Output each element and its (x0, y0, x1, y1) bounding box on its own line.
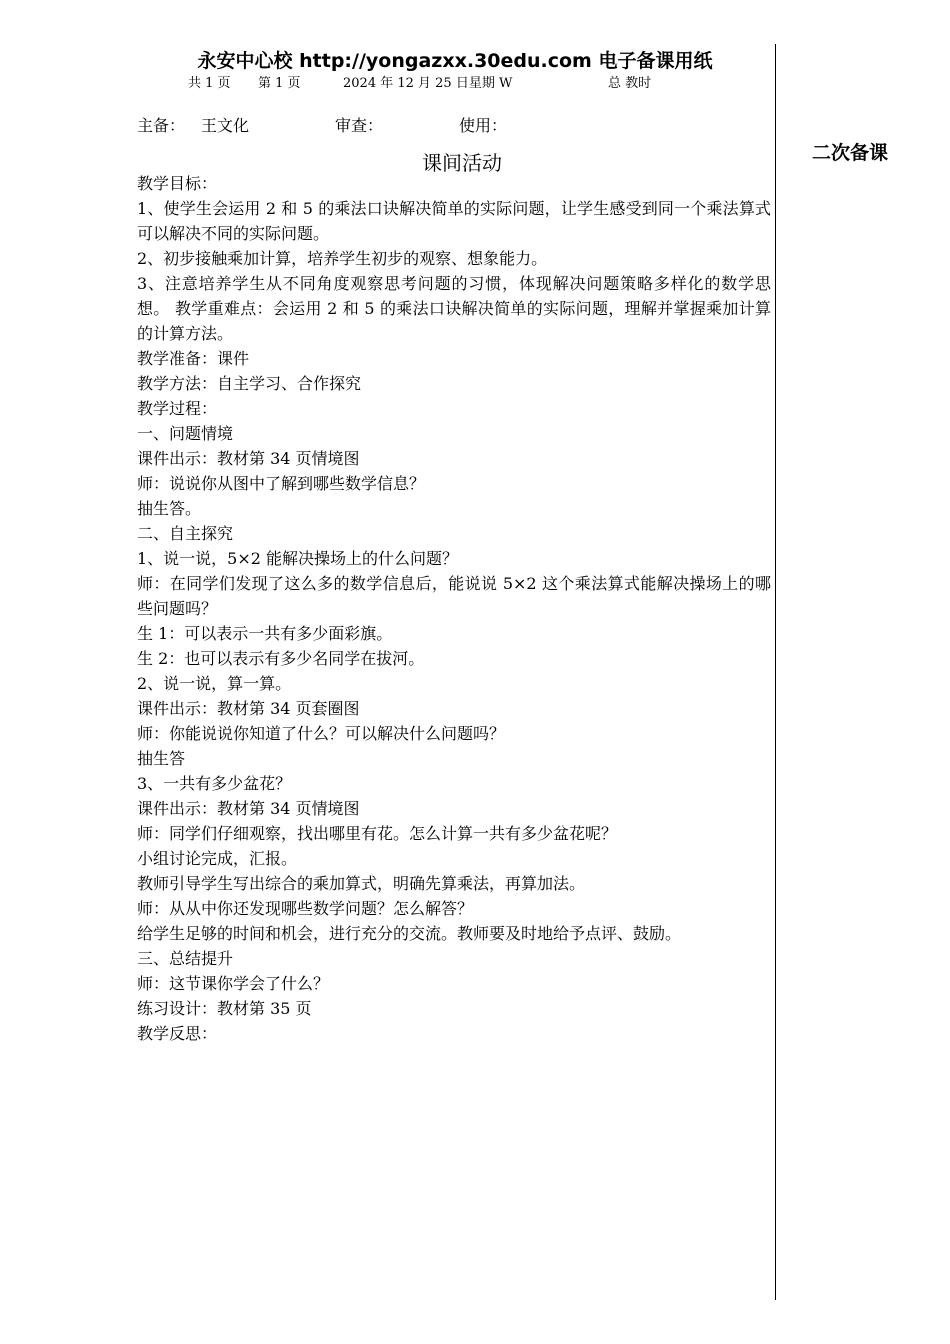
content-line: 一、问题情境 (137, 424, 234, 443)
content-line: 师：这节课你学会了什么？ (137, 974, 330, 993)
content-line: 3、一共有多少盆花？ (137, 774, 292, 793)
use-label: 使用： (459, 116, 508, 135)
lead-name: 王文化 (201, 116, 250, 135)
second-preparation-title: 二次备课 (812, 142, 889, 164)
content-line: 师：你能说说你知道了什么？可以解决什么问题吗？ (137, 724, 506, 743)
content-line: 课件出示：教材第 34 页套圈图 (137, 699, 360, 718)
content-line: 生 2：也可以表示有多少名同学在拔河。 (137, 649, 425, 668)
content-line: 2、说一说，算一算。 (137, 674, 292, 693)
content-line: 生 1：可以表示一共有多少面彩旗。 (137, 624, 393, 643)
content-line: 教学反思： (137, 1024, 218, 1043)
column-divider (775, 44, 776, 1300)
content-line: 给学生足够的时间和机会，进行充分的交流。教师要及时地给予点评、鼓励。 (137, 924, 682, 943)
review-label: 审查： (335, 116, 384, 135)
content-line: 2、初步接触乘加计算，培养学生初步的观察、想象能力。 (137, 249, 548, 268)
content-line: 师：同学们仔细观察，找出哪里有花。怎么计算一共有多少盆花呢？ (137, 824, 618, 843)
content-line: 师：说说你从图中了解到哪些数学信息？ (137, 474, 426, 493)
content-line: 二、自主探究 (137, 524, 234, 543)
document-title: 课间活动 (422, 151, 502, 175)
date: 2024 年 12 月 25 日星期 W (343, 76, 513, 91)
content-line: 教学目标： (137, 174, 218, 193)
content-line: 师：从从中你还发现哪些数学问题？怎么解答？ (137, 899, 474, 918)
content-line: 教学准备：课件 (137, 349, 250, 368)
total-pages: 共 1 页 (188, 76, 231, 91)
lesson-content (137, 171, 771, 1046)
content-line: 教学方法：自主学习、合作探究 (137, 374, 362, 393)
content-line: 课件出示：教材第 34 页情境图 (137, 449, 360, 468)
header-title: 永安中心校 http://yongazxx.30edu.com 电子备课用纸 (197, 50, 713, 72)
content-line: 练习设计：教材第 35 页 (137, 999, 312, 1018)
content-line: 抽生答。 (137, 499, 202, 518)
content-line: 三、总结提升 (137, 949, 234, 968)
content-line: 1、使学生会运用 2 和 5 的乘法口诀解决简单的实际问题，让学生感受到同一个乘法算式可以解决不同的实际问题。 (137, 199, 771, 243)
content-line: 教学过程： (137, 399, 218, 418)
page-number: 第 1 页 (258, 76, 301, 91)
content-line: 课件出示：教材第 34 页情境图 (137, 799, 360, 818)
lead-label: 主备： (137, 116, 186, 135)
content-line: 抽生答 (137, 749, 186, 768)
content-line: 教师引导学生写出综合的乘加算式，明确先算乘法，再算加法。 (137, 874, 586, 893)
content-line: 师：在同学们发现了这么多的数学信息后，能说说 5×2 这个乘法算式能解决操场上的哪些问题吗？ (137, 574, 771, 618)
total-hours: 总 教时 (608, 76, 652, 91)
content-line: 3、注意培养学生从不同角度观察思考问题的习惯，体现解决问题策略多样化的数学思想。 教学重难点：会运用 2 和 5 的乘法口诀解决简单的实际问题，理解并掌握乘加计算的计算方法。 (137, 274, 771, 343)
content-line: 小组讨论完成，汇报。 (137, 849, 298, 868)
content-line: 1、说一说，5×2 能解决操场上的什么问题？ (137, 549, 459, 568)
